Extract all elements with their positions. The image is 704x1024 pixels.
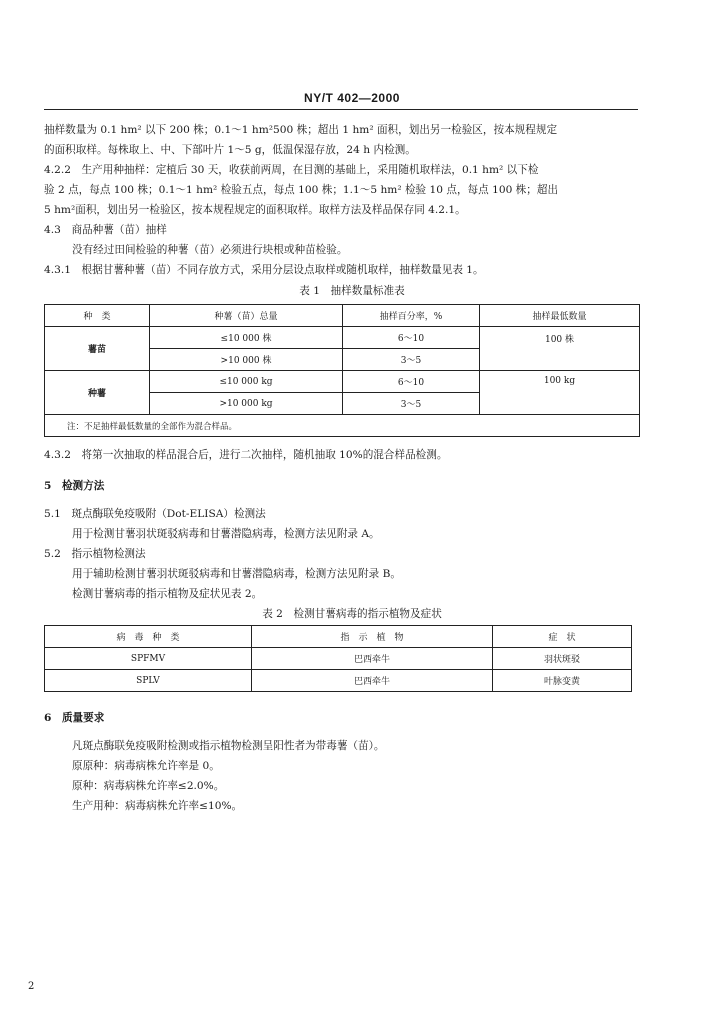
paragraph-4-2-2-line3: 5 hm²面积，划出另一检验区，按本规程规定的面积取样。取样方法及样品保存同 4.2.1。 (44, 204, 466, 216)
header-rule (44, 109, 638, 110)
paragraph-5-2-line2: 检测甘薯病毒的指示植物及症状见表 2。 (72, 588, 263, 600)
paragraph-sampling-quantity-1: 抽样数量为 0.1 hm² 以下 200 株；0.1～1 hm²500 株；超出 1 hm² 面积，划出另一检验区，按本规程规定 (44, 124, 558, 136)
table1-header-total: 种薯（苗）总量 (150, 305, 343, 327)
paragraph-4-3-1: 4.3.1 根据甘薯种薯（苗）不同存放方式，采用分层设点取样或随机取样，抽样数量见表 1。 (44, 264, 484, 276)
document-header: NY/T 402—2000 (304, 91, 400, 105)
table1-note: 注：不足抽样最低数量的全部作为混合样品。 (45, 415, 640, 437)
table2-header-plant: 指 示 植 物 (252, 626, 493, 648)
paragraph-6-line4: 生产用种：病毒病株允许率≤10%。 (72, 800, 243, 812)
table2-cell: 羽状斑驳 (493, 648, 632, 670)
table2-cell: SPFMV (45, 648, 252, 670)
table2-indicator-plants (44, 625, 632, 692)
table1-cell: 6～10 (343, 327, 480, 349)
table2-caption: 表 2 检测甘薯病毒的指示植物及症状 (262, 608, 442, 620)
table1-cell: 6～10 (343, 371, 480, 393)
table1-kind-tuber: 种薯 (45, 371, 150, 415)
paragraph-6-line3: 原种：病毒病株允许率≤2.0%。 (72, 780, 225, 792)
paragraph-5-2-line1: 用于辅助检测甘薯羽状斑驳病毒和甘薯潜隐病毒，检测方法见附录 B。 (72, 568, 401, 580)
page-number: 2 (28, 981, 35, 992)
table1-cell: >10 000 kg (150, 393, 343, 415)
section-5-2-title: 5.2 指示植物检测法 (44, 548, 146, 560)
table1-cell: 3～5 (343, 393, 480, 415)
table2-header-symptom: 症 状 (493, 626, 632, 648)
table2-cell: 叶脉变黄 (493, 670, 632, 692)
paragraph-4-2-2-line2: 验 2 点，每点 100 株；0.1～1 hm² 检验五点，每点 100 株；1.1～5 hm² 检验 10 点，每点 100 株；超出 (44, 184, 559, 196)
paragraph-4-2-2-line1: 4.2.2 生产用种抽样：定植后 30 天，收获前两周，在目测的基础上，采用随机取样法，0.1 hm² 以下检 (44, 164, 539, 176)
paragraph-5-1: 用于检测甘薯羽状斑驳病毒和甘薯潜隐病毒，检测方法见附录 A。 (72, 528, 380, 540)
table1-caption: 表 1 抽样数量标准表 (299, 285, 405, 297)
section-5-1-title: 5.1 斑点酶联免疫吸附（Dot-ELISA）检测法 (44, 508, 266, 520)
table1-cell: ≤10 000 株 (150, 327, 343, 349)
section-6-title: 6 质量要求 (44, 712, 105, 724)
paragraph-4-3-2: 4.3.2 将第一次抽取的样品混合后，进行二次抽样，随机抽取 10%的混合样品检测。 (44, 449, 448, 461)
table1-kind-seedling: 薯苗 (45, 327, 150, 371)
paragraph-4-3: 没有经过田间检验的种薯（苗）必须进行块根或种苗检验。 (72, 244, 348, 256)
table2-cell: 巴西牵牛 (252, 648, 493, 670)
table1-cell: 3～5 (343, 349, 480, 371)
table1-sampling-standard (44, 304, 640, 437)
table1-cell-min-seedling: 100 株 (480, 327, 640, 371)
table2-cell: SPLV (45, 670, 252, 692)
table1-header-kind: 种 类 (45, 305, 150, 327)
table1-cell: ≤10 000 kg (150, 371, 343, 393)
paragraph-6-line2: 原原种：病毒病株允许率是 0。 (72, 760, 220, 772)
table1-cell-min-tuber: 100 kg (480, 371, 640, 415)
table1-header-min: 抽样最低数量 (480, 305, 640, 327)
table1-header-percent: 抽样百分率，% (343, 305, 480, 327)
table1-cell: >10 000 株 (150, 349, 343, 371)
section-4-3-title: 4.3 商品种薯（苗）抽样 (44, 224, 167, 236)
paragraph-sampling-quantity-2: 的面积取样。每株取上、中、下部叶片 1～5 g，低温保湿存放，24 h 内检测。 (44, 144, 416, 156)
section-5-title: 5 检测方法 (44, 480, 105, 492)
paragraph-6-line1: 凡斑点酶联免疫吸附检测或指示植物检测呈阳性者为带毒薯（苗）。 (72, 740, 385, 752)
table2-header-virus: 病 毒 种 类 (45, 626, 252, 648)
table2-cell: 巴西牵牛 (252, 670, 493, 692)
